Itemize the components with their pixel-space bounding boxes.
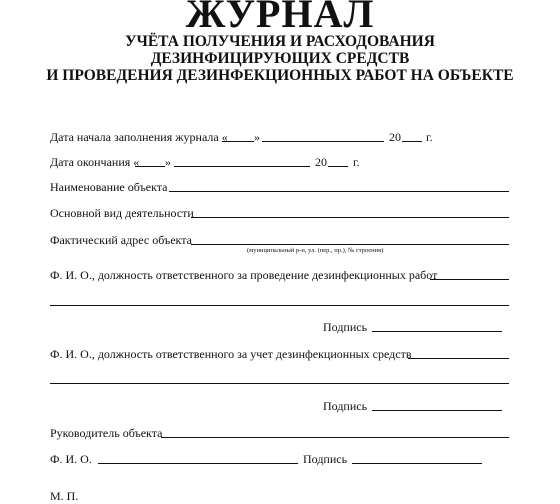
end-date-month-line[interactable] (174, 166, 310, 167)
subtitle-line-3: И ПРОВЕДЕНИЯ ДЕЗИНФЕКЦИОННЫХ РАБОТ НА ОБЪЕКТЕ (46, 67, 514, 84)
signature-label-1: Подпись (323, 320, 368, 334)
object-name-line[interactable] (169, 191, 509, 192)
start-date-year-prefix: 20 (389, 130, 401, 144)
signature-line-2[interactable] (372, 410, 502, 411)
start-date-month-line[interactable] (262, 141, 384, 142)
head-of-object-label: Руководитель объекта (50, 426, 163, 440)
seal-label: М. П. (50, 489, 79, 503)
responsible-means-line-1[interactable] (408, 358, 509, 359)
subtitle-line-1: УЧЁТА ПОЛУЧЕНИЯ И РАСХОДОВАНИЯ (125, 33, 435, 50)
main-activity-label: Основной вид деятельности (50, 206, 194, 220)
main-activity-line[interactable] (191, 217, 509, 218)
responsible-works-label: Ф. И. О., должность ответственного за проведение дезинфекционных работ (50, 268, 438, 282)
fio-label: Ф. И. О. (50, 452, 92, 466)
signature-label-3: Подпись (303, 452, 348, 466)
subtitle-line-2: ДЕЗИНФИЦИРУЮЩИХ СРЕДСТВ (150, 50, 410, 67)
responsible-works-line-1[interactable] (430, 279, 509, 280)
fio-line[interactable] (98, 463, 298, 464)
signature-label-2: Подпись (323, 399, 368, 413)
start-date-day-line[interactable] (222, 141, 254, 142)
responsible-means-label: Ф. И. О., должность ответственного за учет дезинфекционных средств (50, 347, 412, 361)
end-date-quote-close: » (165, 155, 171, 169)
object-name-label: Наименование объекта (50, 180, 168, 194)
start-date-quote-close: » (254, 130, 260, 144)
start-date-year-suffix: г. (426, 130, 433, 144)
journal-title: ЖУРНАЛ (185, 0, 375, 36)
end-date-year-suffix: г. (353, 155, 360, 169)
start-date-label: Дата начала заполнения журнала « (50, 130, 228, 144)
end-date-year-line[interactable] (328, 166, 348, 167)
end-date-label: Дата окончания « (50, 155, 140, 169)
actual-address-line[interactable] (191, 244, 509, 245)
end-date-year-prefix: 20 (315, 155, 327, 169)
end-date-day-line[interactable] (135, 166, 165, 167)
address-hint: (муниципальный р-н, ул. (пер., пр.), № строения) (247, 247, 384, 254)
responsible-means-line-2[interactable] (50, 383, 509, 384)
actual-address-label: Фактический адрес объекта (50, 233, 192, 247)
signature-line-1[interactable] (372, 331, 502, 332)
signature-line-3[interactable] (352, 463, 482, 464)
start-date-year-line[interactable] (402, 141, 422, 142)
responsible-works-line-2[interactable] (50, 305, 509, 306)
head-of-object-line[interactable] (161, 437, 509, 438)
